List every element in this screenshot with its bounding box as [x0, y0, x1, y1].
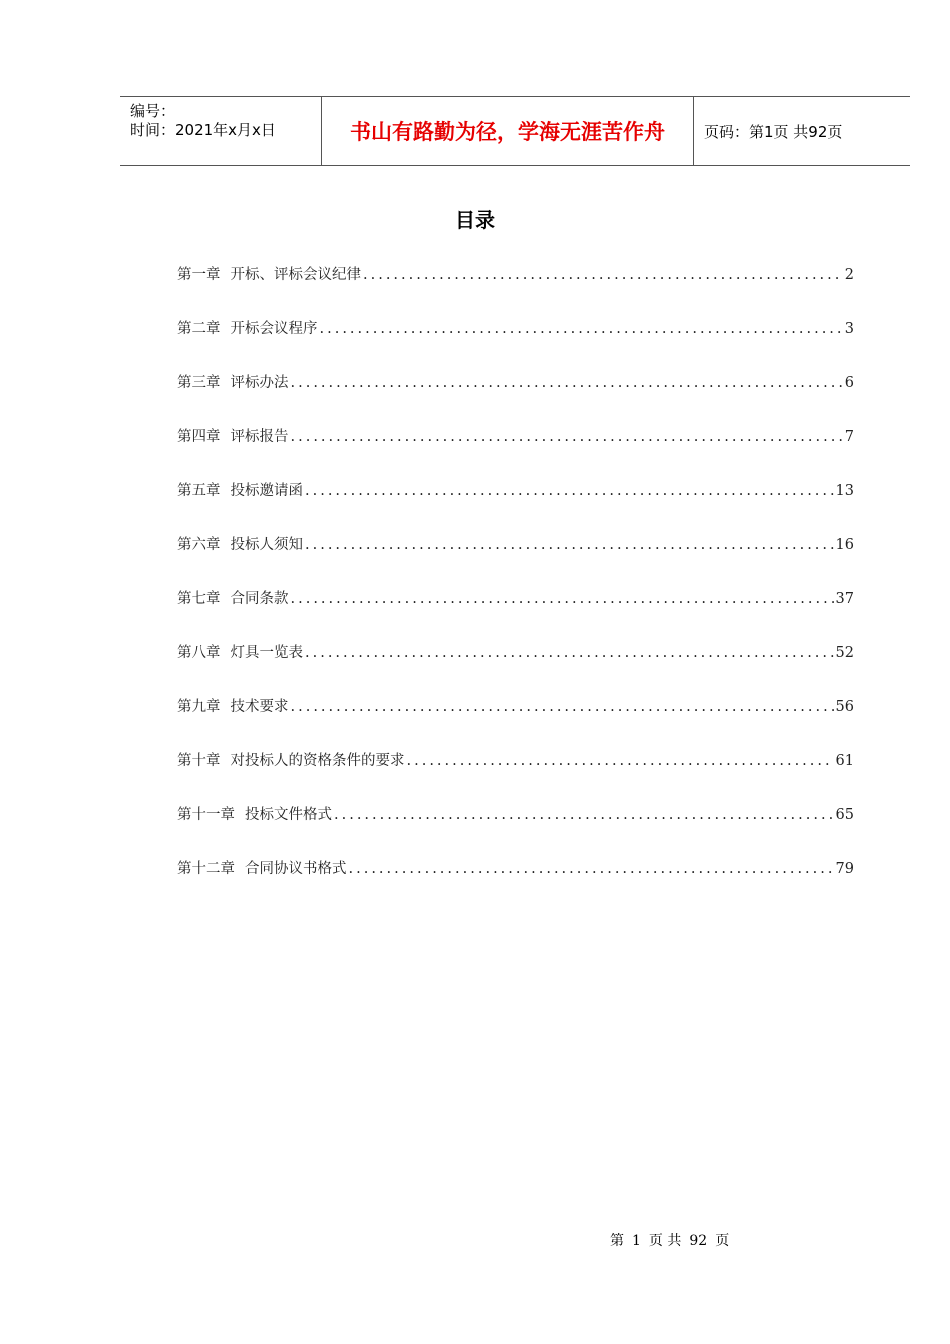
toc-page-number: 56: [835, 699, 854, 715]
toc-entry[interactable]: [177, 588, 854, 642]
toc-leader-dots: [407, 750, 834, 772]
toc-chapter: 第十二章: [177, 861, 235, 877]
toc-entry-title: 投标文件格式: [245, 807, 332, 823]
toc-entry[interactable]: [177, 642, 854, 696]
toc-entry[interactable]: [177, 318, 854, 372]
toc-leader-dots: [305, 642, 834, 664]
toc-leader-dots: [305, 534, 834, 556]
toc-page-number: 16: [835, 537, 854, 553]
toc-entry-title: 开标、评标会议纪律: [230, 267, 361, 283]
toc-entry-title: 对投标人的资格条件的要求: [230, 753, 405, 769]
toc-leader-dots: [291, 372, 843, 394]
header-meta: [120, 97, 321, 165]
toc-entry-title: 投标人须知: [230, 537, 303, 553]
toc-entry[interactable]: [177, 858, 854, 912]
toc-chapter: 第五章: [177, 483, 221, 499]
footer-prefix: 第: [610, 1233, 624, 1249]
toc-page-number: 2: [844, 267, 854, 283]
document-time: 时间：2021年x月x日: [130, 121, 276, 139]
toc-page-number: 3: [844, 321, 854, 337]
toc-leader-dots: [363, 264, 843, 286]
toc-entry[interactable]: [177, 426, 854, 480]
toc-entry-title: 评标报告: [230, 429, 289, 445]
toc-chapter: 第七章: [177, 591, 221, 607]
toc-leader-dots: [291, 426, 843, 448]
toc-entry[interactable]: [177, 534, 854, 588]
toc-title: 目录: [455, 208, 495, 232]
toc-entry-title: 技术要求: [230, 699, 289, 715]
toc-entry[interactable]: [177, 264, 854, 318]
toc-page-number: 37: [835, 591, 854, 607]
toc-leader-dots: [291, 696, 834, 718]
toc-page-number: 7: [844, 429, 854, 445]
toc-page-number: 79: [835, 861, 854, 877]
toc-entry[interactable]: [177, 804, 854, 858]
toc-chapter: 第十章: [177, 753, 221, 769]
footer-suffix: 页: [715, 1233, 730, 1249]
toc-entry[interactable]: [177, 372, 854, 426]
header-motto: 书山有路勤为径，学海无涯苦作舟: [321, 97, 694, 165]
toc-page-number: 13: [835, 483, 854, 499]
toc-page-number: 6: [844, 375, 854, 391]
document-number-label: 编号：: [130, 102, 176, 120]
toc-page-number: 65: [835, 807, 854, 823]
toc-entry[interactable]: [177, 750, 854, 804]
toc-chapter: 第二章: [177, 321, 221, 337]
footer-mid: 页 共: [648, 1233, 682, 1249]
toc-leader-dots: [334, 804, 834, 826]
page-footer: [610, 1230, 737, 1250]
toc-entry-title: 灯具一览表: [230, 645, 303, 661]
table-of-contents: [177, 264, 854, 912]
toc-page-number: 52: [835, 645, 854, 661]
toc-chapter: 第四章: [177, 429, 221, 445]
toc-entry[interactable]: [177, 480, 854, 534]
toc-page-number: 61: [835, 753, 854, 769]
toc-chapter: 第三章: [177, 375, 221, 391]
toc-chapter: 第八章: [177, 645, 221, 661]
document-header: [120, 96, 910, 166]
toc-entry-title: 合同条款: [230, 591, 289, 607]
toc-entry-title: 投标邀请函: [230, 483, 303, 499]
footer-total-pages: 92: [689, 1233, 708, 1249]
toc-leader-dots: [305, 480, 834, 502]
toc-entry[interactable]: [177, 696, 854, 750]
toc-chapter: 第一章: [177, 267, 221, 283]
toc-chapter: 第十一章: [177, 807, 235, 823]
toc-leader-dots: [291, 588, 834, 610]
toc-chapter: 第九章: [177, 699, 221, 715]
footer-current-page: 1: [632, 1233, 641, 1249]
toc-chapter: 第六章: [177, 537, 221, 553]
toc-leader-dots: [349, 858, 834, 880]
toc-leader-dots: [320, 318, 843, 340]
toc-entry-title: 评标办法: [230, 375, 289, 391]
toc-entry-title: 开标会议程序: [230, 321, 318, 337]
header-page-indicator: 页码：第1页 共92页: [704, 122, 843, 141]
toc-entry-title: 合同协议书格式: [245, 861, 347, 877]
